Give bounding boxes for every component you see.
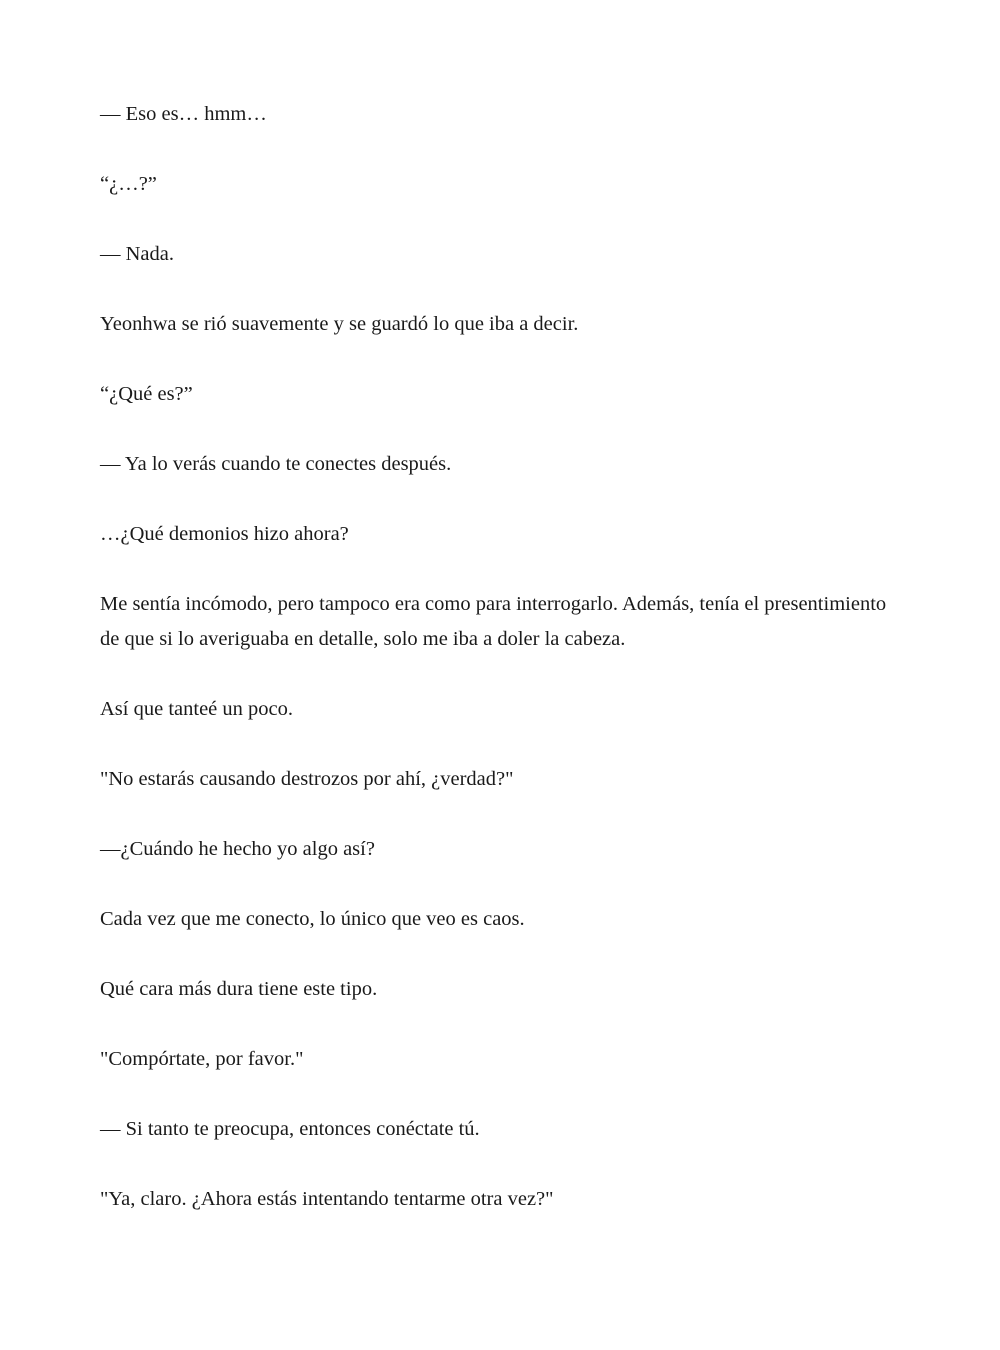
paragraph: “¿Qué es?” (100, 383, 193, 405)
paragraph: …¿Qué demonios hizo ahora? (100, 523, 349, 545)
paragraph: — Nada. (100, 243, 175, 265)
paragraph: Cada vez que me conecto, lo único que veo es caos. (100, 908, 525, 930)
paragraph: Qué cara más dura tiene este tipo. (100, 978, 378, 1000)
paragraph: Así que tanteé un poco. (100, 698, 293, 720)
paragraph: —¿Cuándo he hecho yo algo así? (100, 838, 375, 860)
paragraph: "No estarás causando destrozos por ahí, ¿verdad?" (100, 768, 514, 790)
paragraph: — Eso es… hmm… (100, 103, 267, 125)
paragraph: Me sentía incómodo, pero tampoco era como para interrogarlo. Además, tenía el presentimiento de que si lo averiguaba en detalle, solo me iba a doler la cabeza. (100, 593, 892, 650)
paragraph: "Ya, claro. ¿Ahora estás intentando tentarme otra vez?" (100, 1188, 554, 1210)
paragraph: — Si tanto te preocupa, entonces conéctate tú. (100, 1118, 480, 1140)
paragraph: "Compórtate, por favor." (100, 1048, 304, 1070)
paragraph: — Ya lo verás cuando te conectes después. (100, 453, 452, 475)
paragraph: “¿…?” (100, 173, 157, 195)
paragraph: Yeonhwa se rió suavemente y se guardó lo que iba a decir. (100, 313, 579, 335)
text-column (100, 97, 896, 1217)
